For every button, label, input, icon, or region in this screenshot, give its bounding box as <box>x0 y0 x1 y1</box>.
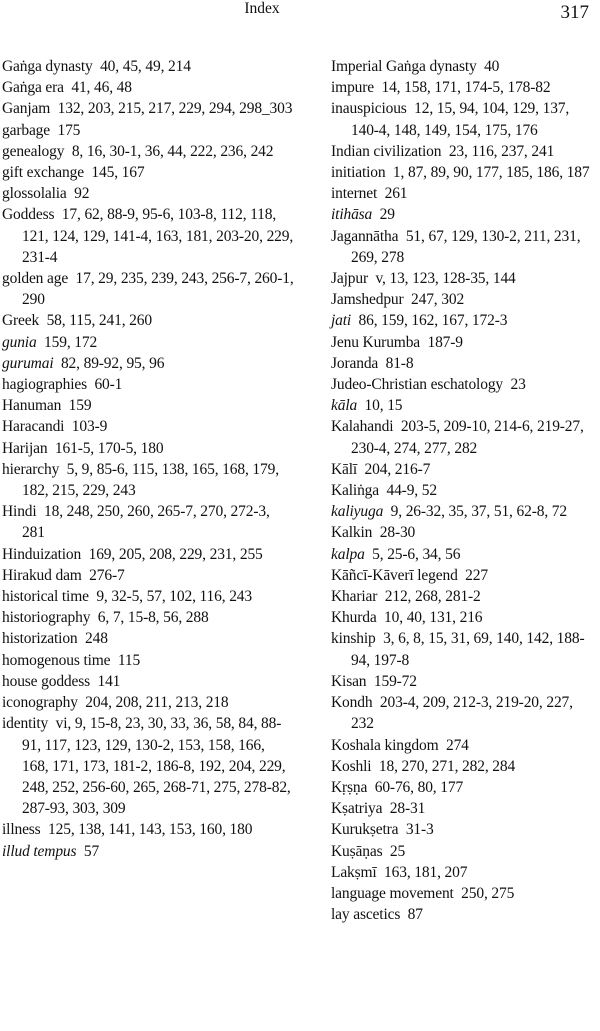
index-term: garbage <box>2 121 51 139</box>
index-entry <box>2 141 294 162</box>
index-term: homogenous time <box>2 651 111 669</box>
index-entry <box>331 289 599 310</box>
index-term: Jajpur <box>331 270 368 288</box>
index-entry <box>2 841 294 862</box>
index-page-refs: 81-8 <box>385 354 414 372</box>
index-entry <box>2 162 294 183</box>
index-page-refs: 29 <box>379 206 395 224</box>
index-entry <box>331 395 599 416</box>
index-page-refs: 28-30 <box>379 524 416 542</box>
index-term: Koshli <box>331 757 372 775</box>
index-term: hagiographies <box>2 376 87 394</box>
index-entry <box>331 607 599 628</box>
index-term: Kisan <box>331 672 367 690</box>
index-entry <box>331 141 599 162</box>
index-page-refs: 1, 87, 89, 90, 177, 185, 186, 187 <box>392 164 590 182</box>
index-page-refs: 132, 203, 215, 217, 229, 294, 298_303 <box>57 100 293 118</box>
index-page-refs: 5, 9, 85-6, 115, 138, 165, 168, 179, 182, 215, 229, 243 <box>22 460 279 500</box>
index-term: kāla <box>331 397 358 415</box>
index-page-refs: 159 <box>68 397 92 415</box>
index-page-refs: 60-1 <box>94 376 123 394</box>
index-term: golden age <box>2 270 69 288</box>
index-entry <box>2 607 294 628</box>
index-term: Indian civilization <box>331 142 442 160</box>
index-entry <box>2 565 294 586</box>
index-term: historical time <box>2 588 89 606</box>
index-entry <box>2 77 294 98</box>
index-entry <box>331 671 599 692</box>
index-term: Jagannātha <box>331 227 399 245</box>
page-number: 317 <box>560 2 589 23</box>
index-page-refs: 3, 6, 8, 15, 31, 69, 140, 142, 188-94, 197-8 <box>351 630 585 669</box>
index-page-refs: 159, 172 <box>44 333 98 351</box>
index-term: Kurukṣetra <box>331 821 399 839</box>
index-page-refs: 23, 116, 237, 241 <box>448 142 555 160</box>
index-entry <box>331 98 599 140</box>
index-entry <box>331 226 599 268</box>
index-entry <box>331 522 599 543</box>
index-entry <box>2 628 294 649</box>
index-entry <box>331 268 599 289</box>
index-term: Harijan <box>2 439 48 457</box>
index-entry <box>331 162 599 183</box>
index-term: gurumai <box>2 354 54 372</box>
index-page-refs: 17, 62, 88-9, 95-6, 103-8, 112, 118, 121, 124, 129, 141-4, 163, 181, 203-20, 229, 231-4 <box>22 206 294 266</box>
index-term: glossolalia <box>2 185 67 203</box>
index-entry <box>331 544 599 565</box>
index-page-refs: 247, 302 <box>411 291 465 309</box>
index-entry <box>331 56 599 77</box>
index-page-refs: 161-5, 170-5, 180 <box>54 439 164 457</box>
index-entry <box>2 544 294 565</box>
index-page-refs: v, 13, 123, 128-35, 144 <box>375 270 516 288</box>
index-term: genealogy <box>2 142 65 160</box>
index-page-refs: 51, 67, 129, 130-2, 211, 231, 269, 278 <box>351 227 581 266</box>
index-term: iconography <box>2 694 78 712</box>
index-page-refs: 227 <box>465 566 488 584</box>
index-term: Koshala kingdom <box>331 736 439 754</box>
index-entry <box>331 819 599 840</box>
index-term: Joranda <box>331 354 379 372</box>
index-page-refs: 276-7 <box>89 566 125 584</box>
index-term: Hindi <box>2 503 37 521</box>
index-term: house goddess <box>2 672 91 690</box>
index-term: Khurda <box>331 609 377 627</box>
index-entry <box>2 268 294 310</box>
index-page-refs: 115 <box>117 651 141 669</box>
index-entry <box>331 692 599 734</box>
index-term: Kondh <box>331 694 373 712</box>
index-page-refs: 44-9, 52 <box>386 482 437 500</box>
index-term: initiation <box>331 164 386 182</box>
index-entry <box>2 438 294 459</box>
index-page-refs: 10, 40, 131, 216 <box>384 609 483 627</box>
index-entry <box>2 98 294 119</box>
index-page-refs: 60-76, 80, 177 <box>374 778 464 796</box>
index-page-refs: 92 <box>74 185 90 203</box>
index-entry <box>2 416 294 437</box>
index-column-right <box>331 56 599 925</box>
index-page-refs: 58, 115, 241, 260 <box>46 312 152 330</box>
index-page-refs: 261 <box>384 185 408 203</box>
index-page-refs: 204, 216-7 <box>364 460 431 478</box>
index-entry <box>331 374 599 395</box>
index-entry <box>2 395 294 416</box>
index-page-refs: 274 <box>445 736 469 754</box>
index-page-refs: 250, 275 <box>461 884 515 902</box>
index-page-refs: 187-9 <box>427 333 463 351</box>
index-term: gift exchange <box>2 164 84 182</box>
index-page-refs: 82, 89-92, 95, 96 <box>60 354 165 372</box>
index-term: illness <box>2 821 41 839</box>
index-page-refs: vi, 9, 15-8, 23, 30, 33, 36, 58, 84, 88-91, 117, 123, 129, 130-2, 153, 158, 166, 168, 171, 173, 181-2, 186-8, 192, 204, 229, 248, 252, 256-60, 265, 268-71, 275, 278-82, 287-93, 303, 309 <box>22 715 291 818</box>
index-page-refs: 9, 26-32, 35, 37, 51, 62-8, 72 <box>390 503 567 521</box>
index-page-refs: 9, 32-5, 57, 102, 116, 243 <box>96 588 252 606</box>
index-term: Goddess <box>2 206 55 224</box>
running-head-title: Index <box>244 0 280 17</box>
index-term: Jenu Kurumba <box>331 333 421 351</box>
index-term: identity <box>2 715 49 733</box>
index-entry <box>2 204 294 268</box>
index-term: Haracandi <box>2 418 65 436</box>
index-entry <box>331 756 599 777</box>
index-entry <box>331 204 599 225</box>
index-term: itihāsa <box>331 206 373 224</box>
index-page-refs: 6, 7, 15-8, 56, 288 <box>97 609 209 627</box>
index-entry <box>2 713 294 819</box>
index-entry <box>331 586 599 607</box>
index-entry <box>331 628 599 670</box>
index-entry <box>331 798 599 819</box>
index-page-refs: 248 <box>85 630 108 648</box>
index-page-refs: 5, 25-6, 34, 56 <box>372 545 461 563</box>
index-term: Kaliṅga <box>331 482 380 500</box>
index-page-refs: 145, 167 <box>91 164 145 182</box>
index-entry <box>331 353 599 374</box>
index-entry <box>2 120 294 141</box>
index-entry <box>2 56 294 77</box>
index-term: Lakṣmī <box>331 863 377 881</box>
index-term: Gaṅga dynasty <box>2 58 93 75</box>
index-term: historization <box>2 630 78 648</box>
index-entry <box>331 501 599 522</box>
index-term: gunia <box>2 333 37 351</box>
index-term: Ganjam <box>2 100 51 118</box>
index-page-refs: 8, 16, 30-1, 36, 44, 222, 236, 242 <box>71 142 274 160</box>
index-page-refs: 86, 159, 162, 167, 172-3 <box>358 312 508 330</box>
index-entry <box>2 819 294 840</box>
index-term: Kuṣāṇas <box>331 842 383 860</box>
index-entry <box>331 883 599 904</box>
index-page-refs: 10, 15 <box>364 397 403 415</box>
index-term: kinship <box>331 630 376 648</box>
index-page-refs: 87 <box>407 906 423 924</box>
index-page-refs: 14, 158, 171, 174-5, 178-82 <box>381 79 551 97</box>
index-term: hierarchy <box>2 460 60 478</box>
index-entry <box>331 735 599 756</box>
index-term: Kṛṣṇa <box>331 778 368 796</box>
index-term: kaliyuga <box>331 503 384 521</box>
index-entry <box>331 310 599 331</box>
index-term: Kalahandi <box>331 418 394 436</box>
index-entry <box>2 459 294 501</box>
index-entry <box>2 374 294 395</box>
index-entry <box>2 650 294 671</box>
index-term: illud tempus <box>2 842 77 860</box>
index-term: lay ascetics <box>331 906 401 924</box>
index-page-refs: 103-9 <box>71 418 108 436</box>
index-page-refs: 40 <box>484 58 500 75</box>
index-term: historiography <box>2 609 91 627</box>
index-term: Gaṅga era <box>2 79 64 97</box>
index-term: inauspicious <box>331 100 407 118</box>
index-entry <box>2 671 294 692</box>
index-page-refs: 28-31 <box>389 800 426 818</box>
index-entry <box>2 310 294 331</box>
index-page-refs: 175 <box>57 121 81 139</box>
index-page-refs: 23 <box>510 376 526 394</box>
index-page-refs: 18, 270, 271, 282, 284 <box>378 757 516 775</box>
index-entry <box>331 777 599 798</box>
index-entry <box>2 353 294 374</box>
index-page-refs: 163, 181, 207 <box>384 863 468 881</box>
index-term: Kālī <box>331 460 358 478</box>
index-page-refs: 57 <box>83 842 100 860</box>
index-term: Khariar <box>331 588 378 606</box>
index-page-refs: 25 <box>389 842 406 860</box>
index-term: Kṣatriya <box>331 800 383 818</box>
index-page-refs: 12, 15, 94, 104, 129, 137, 140-4, 148, 149, 154, 175, 176 <box>351 100 570 139</box>
index-term: language movement <box>331 884 454 902</box>
index-column-left <box>2 56 294 862</box>
index-entry <box>331 565 599 586</box>
index-entry <box>331 77 599 98</box>
index-entry <box>331 183 599 204</box>
index-page-refs: 41, 46, 48 <box>71 79 132 97</box>
index-term: Hinduization <box>2 545 82 563</box>
index-term: Hirakud dam <box>2 566 82 584</box>
index-term: kalpa <box>331 545 365 563</box>
index-entry <box>331 904 599 925</box>
index-page-refs: 40, 45, 49, 214 <box>100 58 191 75</box>
index-page-refs: 125, 138, 141, 143, 153, 160, 180 <box>48 821 253 839</box>
index-entry <box>331 841 599 862</box>
index-term: Judeo-Christian eschatology <box>331 376 504 394</box>
index-page-refs: 31-3 <box>405 821 434 839</box>
index-entry <box>331 332 599 353</box>
index-page-refs: 159-72 <box>373 672 417 690</box>
index-term: jati <box>331 312 352 330</box>
index-term: Greek <box>2 312 40 330</box>
index-term: impure <box>331 79 375 97</box>
index-term: Kāñcī-Kāverī legend <box>331 566 458 584</box>
index-entry <box>2 332 294 353</box>
index-term: Jamshedpur <box>331 291 404 309</box>
index-entry <box>2 692 294 713</box>
index-entry <box>331 459 599 480</box>
index-term: Kalkin <box>331 524 373 542</box>
index-page-refs: 18, 248, 250, 260, 265-7, 270, 272-3, 281 <box>22 503 270 542</box>
index-term: Hanuman <box>2 397 62 415</box>
index-term: internet <box>331 185 378 203</box>
index-page-refs: 141 <box>97 672 121 690</box>
index-entry <box>331 480 599 501</box>
index-page-refs: 204, 208, 211, 213, 218 <box>85 694 229 712</box>
index-entry <box>331 416 599 458</box>
index-entry <box>2 586 294 607</box>
index-page-refs: 203-5, 209-10, 214-6, 219-27, 230-4, 274, 277, 282 <box>351 418 584 457</box>
index-entry <box>2 501 294 543</box>
index-page-refs: 212, 268, 281-2 <box>384 588 481 606</box>
index-term: Imperial Gaṅga dynasty <box>331 58 477 75</box>
index-page-refs: 169, 205, 208, 229, 231, 255 <box>88 545 263 563</box>
index-entry <box>331 862 599 883</box>
index-page-refs: 17, 29, 235, 239, 243, 256-7, 260-1, 290 <box>22 270 294 309</box>
index-entry <box>2 183 294 204</box>
index-page-refs: 203-4, 209, 212-3, 219-20, 227, 232 <box>351 694 573 733</box>
